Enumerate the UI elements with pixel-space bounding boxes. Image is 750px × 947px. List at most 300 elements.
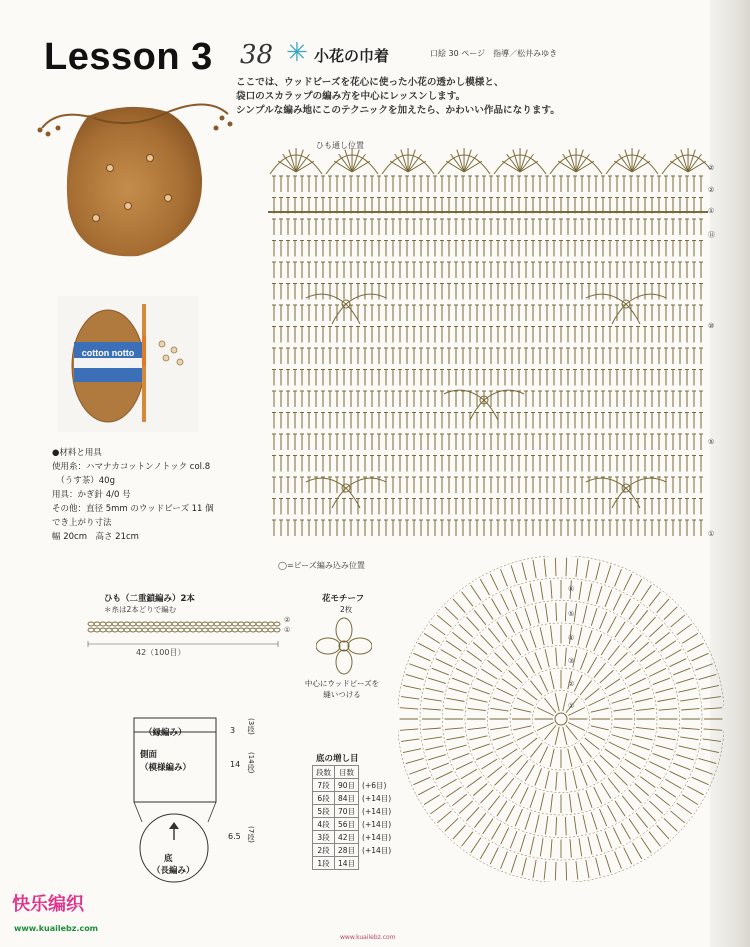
base-stitch [480, 579, 489, 595]
materials-line: 用具：かぎ針 4/0 号 [52, 490, 131, 500]
base-stitch [556, 817, 557, 835]
base-stitch [452, 753, 469, 760]
base-stitch [615, 852, 622, 869]
base-stitch [466, 617, 479, 631]
base-stitch [609, 688, 626, 696]
base-stitch [511, 639, 521, 655]
base-stitch [566, 862, 567, 880]
base-stitch [452, 794, 466, 806]
base-stitch [621, 599, 630, 615]
base-stitch [635, 698, 653, 702]
base-stitch [474, 610, 486, 624]
base-stitch [424, 737, 442, 740]
row-number: ⑤ [708, 438, 715, 446]
row-number: ① [708, 530, 715, 538]
chain-stitch [250, 628, 256, 632]
base-stitch [490, 708, 508, 711]
base-stitch [568, 722, 585, 730]
base-stitch [640, 651, 655, 662]
chain-stitch [160, 628, 166, 632]
base-stitch [545, 816, 547, 834]
table-row [313, 792, 395, 805]
motif-note [282, 678, 402, 700]
base-stitch [681, 709, 699, 710]
flower-petal [484, 390, 524, 400]
base-stitch [573, 771, 577, 789]
table-cell: (+14目) [362, 793, 392, 803]
base-stitch [520, 834, 525, 852]
chain-stitch [202, 622, 208, 626]
base-stitch [569, 794, 571, 812]
flower-petal [346, 294, 386, 304]
base-stitch [467, 777, 482, 788]
chart-label-top: ひも通し位置 [316, 141, 364, 150]
project-title: 小花の巾着 [314, 47, 390, 65]
base-stitch [580, 768, 587, 785]
base-stitch [585, 738, 599, 750]
table-header-row [313, 766, 395, 779]
base-stitch [600, 755, 614, 768]
credit-text: 口絵 30 ページ 指導／松井みゆき [430, 49, 558, 58]
chain-stitch [214, 622, 220, 626]
string-length: 42（100目） [136, 648, 186, 657]
table-cell: 70目 [335, 805, 359, 818]
base-stitch [535, 605, 539, 623]
base-stitch [566, 558, 567, 576]
base-stitch [530, 743, 542, 757]
chain-stitch [184, 622, 190, 626]
base-stitch [636, 610, 648, 624]
base-stitch [563, 727, 567, 745]
base-stitch [641, 838, 651, 853]
chain-stitch [142, 622, 148, 626]
side-sub-label: （模様編み） [140, 763, 192, 773]
intro-line: ここでは、ウッドビーズを花心に使った小花の透かし模様と、 [236, 77, 504, 88]
base-stitch [614, 653, 627, 666]
base-stitch [540, 582, 543, 600]
chain-stitch [256, 628, 262, 632]
table-cell: 2段 [313, 844, 335, 857]
base-stitch [467, 651, 482, 662]
base-stitch [430, 624, 445, 635]
chain-stitch [238, 628, 244, 632]
base-stitch [568, 749, 572, 767]
scallop-stitch [576, 154, 589, 172]
base-stitch [469, 736, 487, 740]
base-stitch [601, 783, 611, 799]
footer-url: www.kuailebz.com [340, 934, 396, 941]
flower-petal [306, 478, 346, 488]
chain-stitch [220, 628, 226, 632]
materials-line: 幅 20cm 高さ 21cm [52, 532, 139, 542]
base-stitch [445, 709, 463, 711]
table-cell: 28目 [335, 844, 359, 857]
base-stitch [445, 728, 463, 730]
base-row-number: ② [568, 680, 575, 688]
base-stitch [583, 605, 587, 623]
yarn-label: cotton notto [81, 348, 135, 358]
base-stitch [574, 816, 576, 834]
base-stitch [673, 668, 690, 675]
base-stitch [608, 646, 620, 660]
base-stitch [540, 838, 543, 856]
scallop-stitch [520, 154, 533, 172]
base-stitch [481, 669, 497, 679]
materials-line: 使用糸：ハマナカコットンノトック col.8 [52, 462, 211, 472]
base-stitch [502, 646, 514, 660]
base-stitch [680, 698, 698, 701]
base-stitch [586, 790, 592, 807]
base-stitch [535, 768, 542, 785]
base-stitch [522, 858, 526, 876]
chain-stitch [136, 622, 142, 626]
base-stitch [692, 653, 709, 661]
base-stitch [609, 742, 626, 750]
base-stitch [588, 698, 605, 706]
base-stitch [555, 862, 556, 880]
flower-petal [626, 478, 666, 488]
base-stitch [633, 843, 642, 859]
chain-stitch [166, 628, 172, 632]
table-cell [359, 857, 395, 870]
scallop-stitch [464, 154, 477, 172]
base-stitch [424, 795, 440, 805]
base-stitch [501, 569, 508, 586]
chain-stitch [148, 628, 154, 632]
side-label: 側面 [140, 750, 158, 760]
chain-stitch [202, 628, 208, 632]
chain-stitch [232, 628, 238, 632]
base-stitch [605, 565, 611, 583]
base-stitch [645, 659, 661, 668]
base-stitch [413, 777, 430, 785]
base-stitch [430, 803, 445, 814]
base-stitch [701, 749, 719, 753]
base-stitch [563, 693, 567, 711]
base-stitch [565, 817, 566, 835]
base-stitch [437, 615, 451, 627]
base-stitch [698, 674, 716, 679]
base-stitch [424, 698, 442, 701]
base-stitch [600, 670, 614, 683]
table-header: 目数 [335, 766, 359, 779]
table-cell: 7段 [313, 779, 335, 792]
base-stitch [530, 681, 542, 695]
base-stitch [452, 678, 469, 685]
base-stitch [588, 836, 592, 854]
table-row [313, 857, 395, 870]
base-stitch [591, 726, 609, 730]
base-stitch [535, 652, 542, 669]
chain-stitch [172, 622, 178, 626]
chain-stitch [178, 628, 184, 632]
base-stitch [633, 579, 642, 595]
base-stitch [680, 737, 698, 740]
base-stitch [597, 834, 602, 852]
scallop-stitch [352, 154, 365, 172]
base-stitch [476, 678, 493, 686]
base-stitch [551, 580, 552, 598]
base-stitch [641, 585, 651, 600]
increase-table-title: 底の増し目 [316, 754, 359, 764]
materials-line: でき上がり寸法 [52, 518, 112, 528]
base-stitch [540, 793, 544, 811]
base-stitch [488, 766, 502, 778]
base-stitch [555, 558, 556, 576]
chain-stitch [190, 628, 196, 632]
base-stitch [497, 622, 507, 637]
base-stitch [661, 641, 676, 651]
table-cell: 3段 [313, 831, 335, 844]
base-stitch [544, 725, 556, 739]
chain-stitch [226, 622, 232, 626]
base-stitch [636, 708, 654, 710]
base-stitch [428, 755, 446, 760]
chain-stitch [160, 622, 166, 626]
base-stitch [502, 778, 514, 792]
base-stitch [476, 752, 493, 760]
base-stitch [632, 744, 649, 750]
base-stitch [555, 727, 559, 745]
chain-stitch [94, 628, 100, 632]
bottom-label: 底 [164, 854, 173, 864]
base-stitch [622, 628, 634, 642]
base-stitch [488, 628, 500, 642]
base-stitch [445, 818, 458, 831]
intro-line: 袋口のスカラップの編み方を中心にレッスンします。 [236, 91, 466, 102]
base-stitch [436, 771, 453, 779]
base-stitch [515, 809, 522, 826]
base-stitch [462, 832, 473, 847]
base-stitch [497, 742, 514, 750]
base-ring [488, 646, 635, 793]
base-stitch [497, 801, 507, 816]
table-cell: (+14目) [362, 806, 392, 816]
base-stitch [495, 772, 508, 785]
base-stitch [544, 861, 546, 879]
base-stitch [446, 698, 464, 701]
base-stitch [449, 688, 467, 693]
base-stitch [437, 811, 451, 823]
motif-title: 花モチーフ [322, 594, 365, 604]
base-stitch [425, 688, 443, 692]
scallop-stitch [296, 154, 309, 172]
base-stitch [492, 823, 501, 839]
base-stitch [588, 732, 605, 740]
base-stitch [510, 831, 517, 848]
base-stitch [659, 728, 677, 730]
base-stitch [703, 697, 721, 700]
base-stitch [544, 558, 546, 576]
dim-value: 3 [230, 726, 236, 735]
dim-rows: (7段) [247, 826, 255, 843]
base-stitch [472, 688, 489, 694]
base-stitch [692, 777, 709, 785]
base-stitch [445, 607, 458, 620]
base-stitch [540, 675, 548, 692]
base-stitch [636, 813, 648, 827]
base-stitch [704, 708, 722, 709]
flower-petal [306, 294, 346, 304]
scallop-stitch [688, 154, 701, 172]
base-stitch [535, 815, 539, 833]
base-stitch [649, 624, 663, 637]
flower-petal [586, 294, 626, 304]
base-stitch [550, 794, 552, 812]
base-stitch [574, 746, 582, 763]
base-stitch [601, 639, 611, 655]
base-stitch [600, 809, 607, 826]
base-stitch [580, 681, 592, 695]
base-stitch [403, 685, 421, 689]
chain-stitch [256, 622, 262, 626]
chain-stitch [262, 628, 268, 632]
base-stitch [446, 641, 461, 651]
base-stitch [456, 762, 473, 770]
base-stitch [418, 786, 434, 795]
chain-stitch [106, 622, 112, 626]
base-stitch [506, 805, 515, 821]
base-stitch [620, 766, 634, 778]
base-stitch [515, 612, 522, 629]
base-stitch [657, 599, 669, 613]
base-stitch [597, 586, 602, 604]
base-stitch [624, 848, 632, 865]
motif-count: 2枚 [340, 605, 353, 614]
string-title: ひも（二重鎖編み）2本 [104, 594, 195, 604]
base-stitch [556, 603, 557, 621]
table-row [313, 779, 395, 792]
chain-stitch [208, 628, 214, 632]
chain-stitch [118, 622, 124, 626]
base-stitch [556, 772, 557, 790]
chain-stitch [226, 628, 232, 632]
scallop-stitch [395, 154, 408, 172]
base-stitch [510, 590, 517, 607]
table-cell: 4段 [313, 818, 335, 831]
base-stitch [537, 708, 554, 716]
chain-stitch [178, 622, 184, 626]
chain-stitch [100, 628, 106, 632]
base-stitch [578, 627, 582, 645]
base-stitch [513, 726, 531, 730]
base-stitch [698, 758, 716, 763]
chain-stitch [88, 622, 94, 626]
base-stitch [596, 858, 600, 876]
base-stitch [441, 779, 457, 788]
base-stitch [550, 626, 552, 644]
base-stitch [506, 616, 515, 632]
base-stitch [565, 603, 566, 621]
base-stitch [649, 592, 660, 607]
chain-stitch [268, 628, 274, 632]
base-stitch [615, 801, 625, 816]
lesson-title: Lesson 3 [44, 36, 213, 78]
base-stitch [580, 652, 587, 669]
base-stitch [406, 674, 424, 679]
base-stitch [624, 574, 632, 591]
base-stitch [612, 735, 630, 740]
chain-stitch [262, 622, 268, 626]
base-stitch [625, 759, 641, 769]
base-stitch [629, 819, 639, 834]
base-stitch [400, 708, 418, 709]
string-row: ① [284, 626, 291, 634]
base-stitch [643, 807, 656, 821]
base-stitch [586, 560, 589, 578]
base-stitch [607, 616, 616, 632]
flower-petal [444, 390, 484, 400]
chain-stitch [274, 622, 280, 626]
base-stitch [432, 668, 449, 675]
materials-photo [58, 296, 198, 432]
table-cell: 84目 [335, 792, 359, 805]
base-stitch [550, 671, 554, 689]
base-stitch [657, 825, 669, 839]
table-cell: 6段 [313, 792, 335, 805]
base-stitch [459, 624, 473, 637]
base-stitch [605, 590, 612, 607]
base-stitch [655, 688, 673, 693]
base-stitch [493, 698, 511, 703]
base-stitch [676, 678, 694, 683]
chain-stitch [250, 622, 256, 626]
string-row: ② [284, 616, 291, 624]
scallop-stitch [451, 154, 464, 172]
materials-line: （うす茶）40g [52, 476, 115, 486]
chain-stitch [94, 622, 100, 626]
base-row-number: ③ [568, 657, 575, 665]
chain-stitch [274, 628, 280, 632]
row-number: ② [708, 164, 715, 172]
chain-stitch [142, 628, 148, 632]
base-stitch [453, 825, 465, 839]
base-stitch [671, 615, 685, 627]
base-stitch [551, 839, 552, 857]
base-stitch [635, 736, 653, 740]
base-stitch [459, 801, 473, 814]
string-diagram [78, 614, 308, 664]
scallop-stitch [507, 154, 520, 172]
base-stitch [428, 678, 446, 683]
materials-heading: ●材料と用具 [52, 448, 102, 458]
dim-value: 14 [230, 760, 241, 769]
base-stitch [469, 698, 487, 702]
base-stitch [468, 727, 486, 729]
base-stitch [544, 698, 556, 712]
base-stitch [605, 679, 620, 689]
base-stitch [471, 838, 481, 853]
bottom-sub-label: （長編み） [152, 866, 195, 876]
base-stitch [676, 755, 694, 760]
base-stitch [461, 659, 477, 668]
base-stitch [523, 688, 537, 700]
base-stitch [665, 650, 681, 659]
table-cell: (+6目) [362, 780, 387, 790]
base-stitch [511, 783, 521, 799]
scallop-stitch [619, 154, 632, 172]
base-stitch [635, 783, 649, 795]
base-stitch [540, 627, 544, 645]
base-row-number: ⑥ [568, 585, 575, 593]
base-stitch [665, 779, 681, 788]
base-stitch [591, 708, 609, 712]
base-stitch [629, 790, 642, 803]
base-stitch [401, 697, 419, 700]
base-stitch [516, 663, 528, 677]
row-number: ① [708, 207, 715, 215]
base-stitch [545, 771, 549, 789]
